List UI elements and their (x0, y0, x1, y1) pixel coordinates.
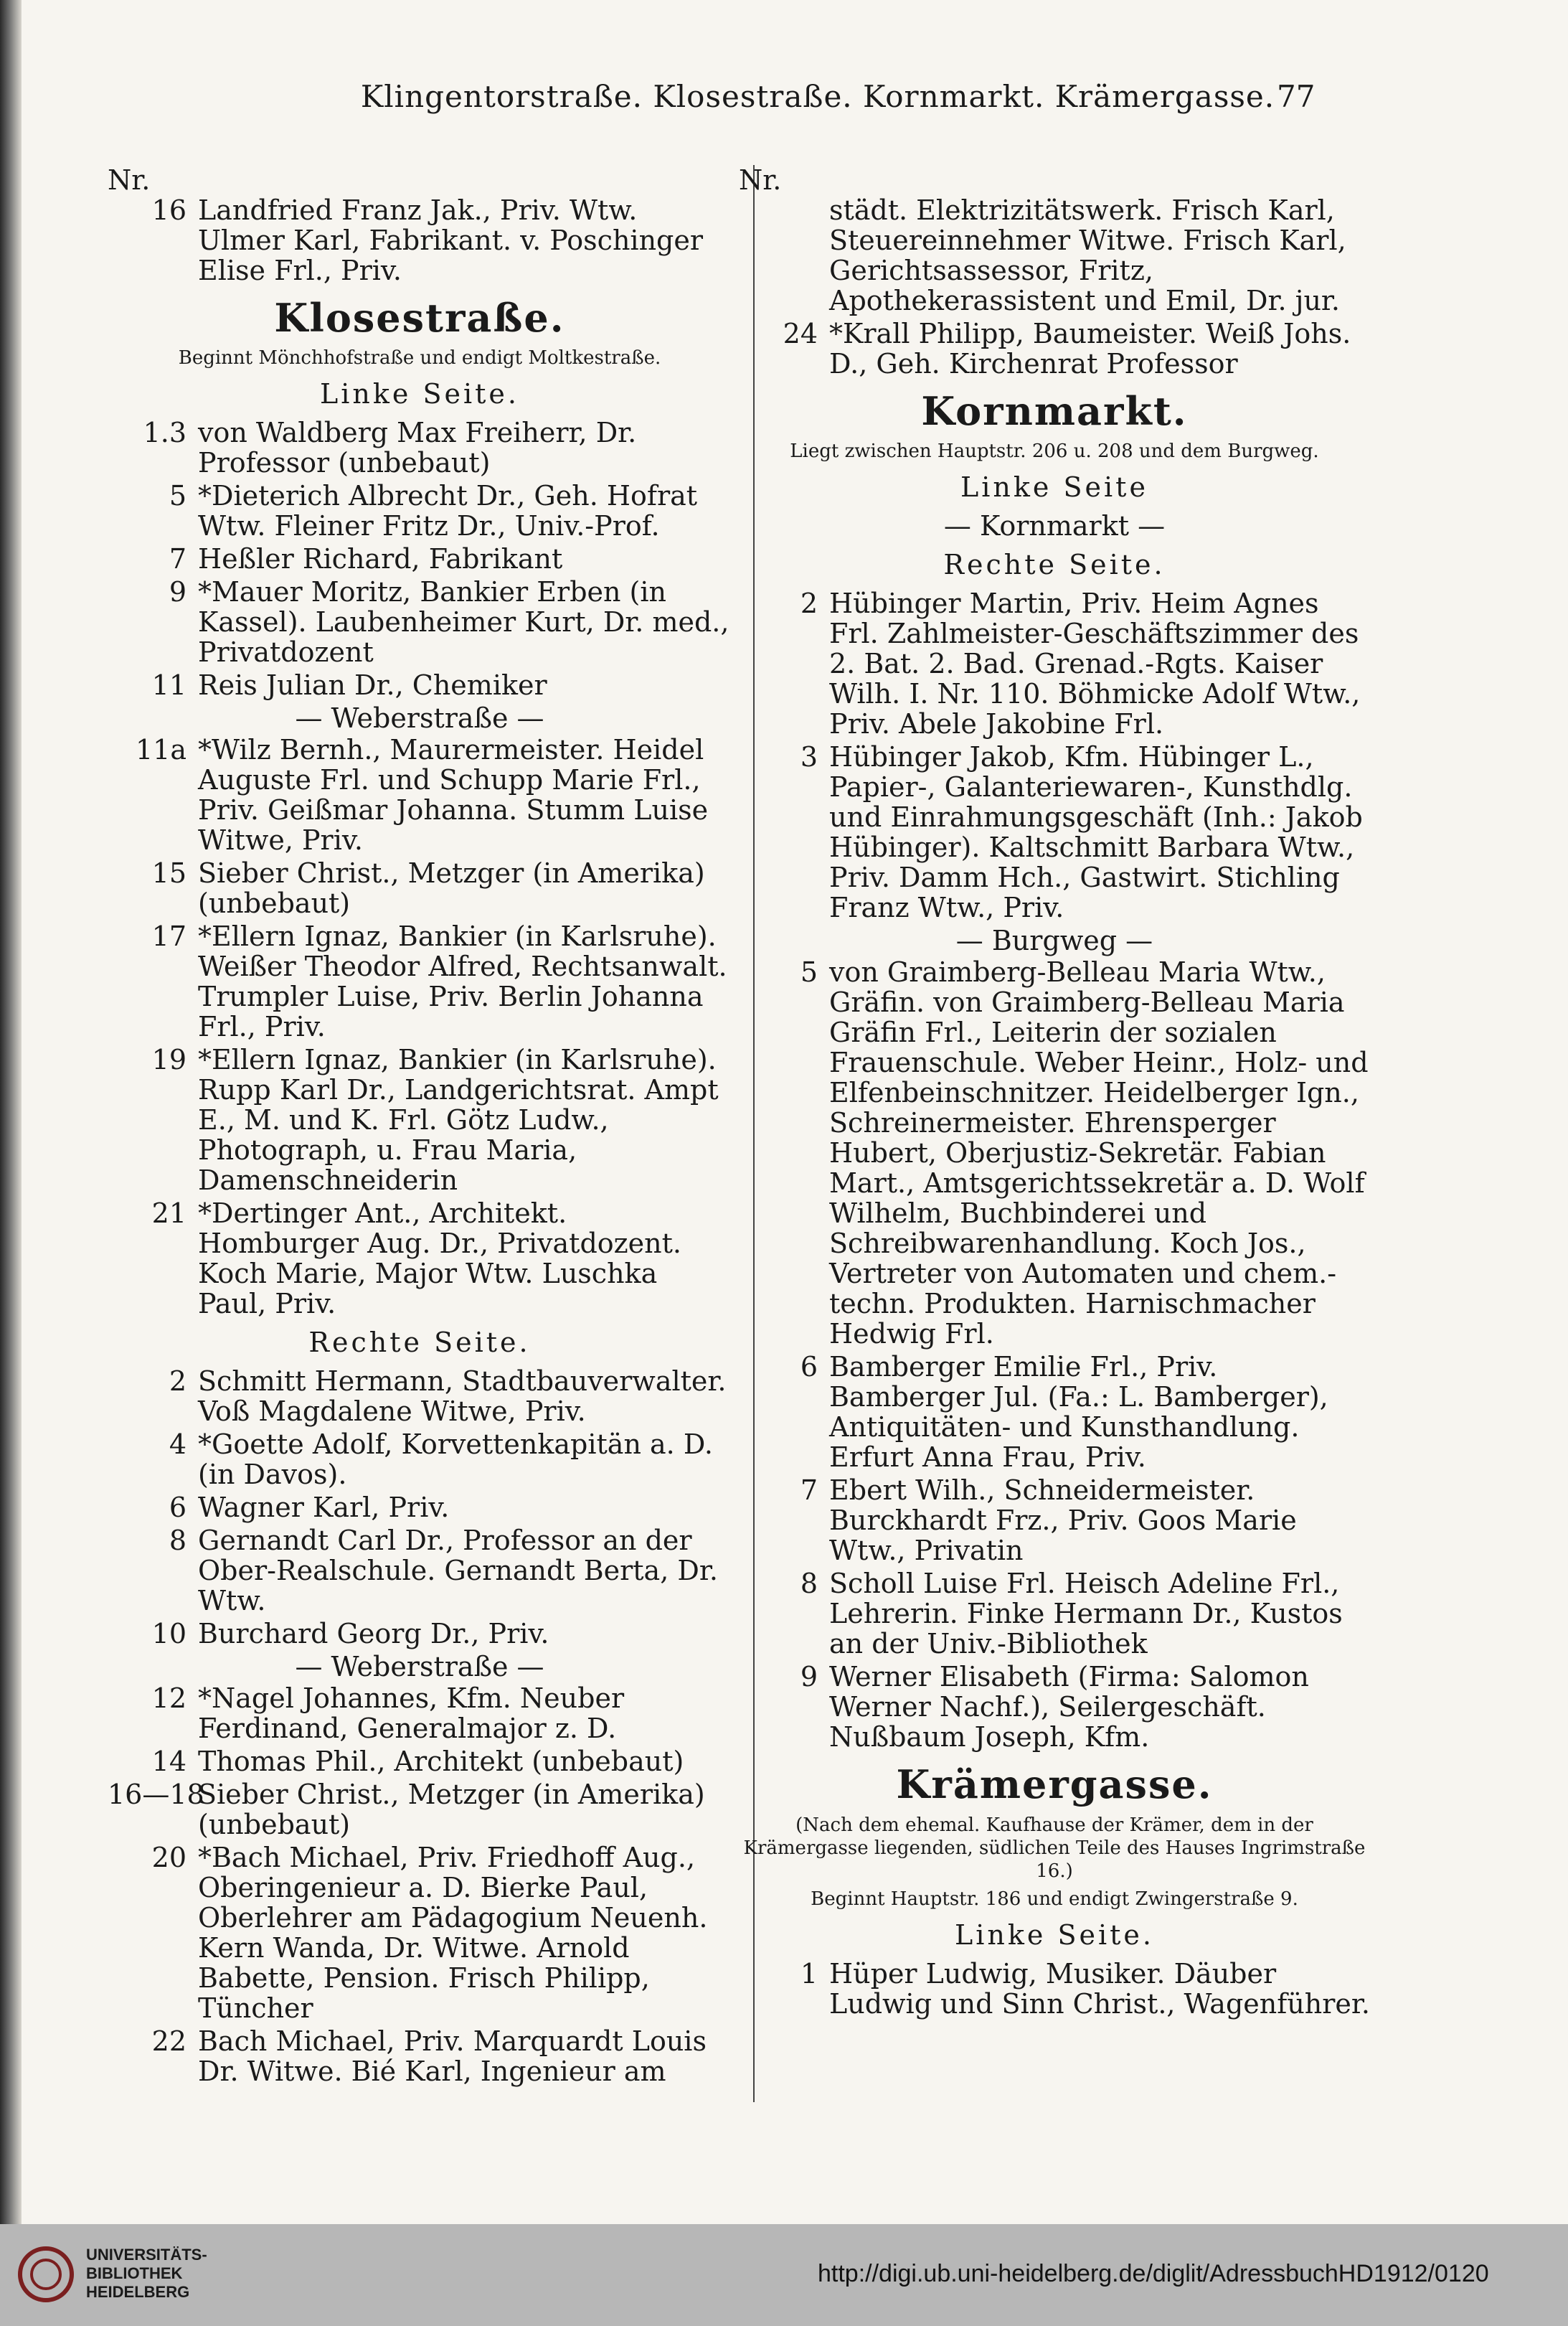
street-heading: Krämergasse. (896, 1761, 1213, 1807)
address-entry (108, 577, 732, 667)
address-entry (108, 1746, 732, 1776)
entry-text: *Goette Adolf, Korvettenkapitän a. D. (in Davos). (198, 1428, 714, 1490)
house-number: 6 (169, 1492, 186, 1523)
house-number: 12 (151, 1682, 186, 1714)
house-number: 4 (169, 1428, 186, 1460)
entry-text: *Nagel Johannes, Kfm. Neuber Ferdinand, Generalmajor z. D. (198, 1682, 625, 1744)
address-entry (108, 1198, 732, 1319)
right-column (739, 165, 1370, 2022)
page-header: Klingentorstraße. Klosestraße. Kornmarkt. Krämergasse. (360, 79, 1275, 114)
address-entry (108, 858, 732, 918)
entry-text: *Dieterich Albrecht Dr., Geh. Hofrat Wtw. Fleiner Fritz Dr., Univ.-Prof. (198, 480, 698, 542)
house-number: 16—18 (108, 1779, 204, 1810)
cross-street: — Weberstraße — (295, 1651, 544, 1682)
house-number: 8 (800, 1568, 818, 1599)
house-number: 2 (169, 1365, 186, 1397)
side-label: Rechte Seite. (308, 1327, 531, 1358)
page-binding-edge (0, 0, 22, 2224)
entry-text: *Krall Philipp, Baumeister. Weiß Johs. D., Geh. Kirchenrat Professor (829, 318, 1351, 380)
address-entry (739, 1475, 1370, 1565)
house-number: 1 (800, 1958, 818, 1990)
entry-text: Bamberger Emilie Frl., Priv. Bamberger Jul. (Fa.: L. Bamberger), Antiquitäten- und Kunsthandlung. Erfurt Anna Frau, Priv. (829, 1351, 1328, 1473)
entry-text: Sieber Christ., Metzger (in Amerika) (unbebaut) (198, 857, 705, 919)
side-label: Rechte Seite. (943, 549, 1166, 580)
address-entry (739, 195, 1370, 316)
address-entry (739, 1568, 1370, 1659)
entry-text: *Wilz Bernh., Maurermeister. Heidel Auguste Frl. und Schupp Marie Frl., Priv. Geißmar Johanna. Stumm Luise Witwe, Priv. (198, 734, 709, 856)
address-entry (108, 1619, 732, 1649)
entry-text: städt. Elektrizitätswerk. Frisch Karl, Steuereinnehmer Witwe. Frisch Karl, Gerichtsassessor, Fritz, Apothekerassistent und Emil, Dr. jur. (829, 194, 1346, 316)
house-number: 14 (151, 1746, 186, 1777)
entry-text: von Graimberg-Belleau Maria Wtw., Gräfin. von Graimberg-Belleau Maria Gräfin Frl., Leiterin der sozialen Frauenschule. Weber Heinr., Holz- und Elfenbeinschnitzer. Heidelberger Ign., Schreinermeister. Ehrensperger Hubert, Oberjustiz-Sekretär. Fabian Mart., Amtsgerichtssekretär a. D. Wolf Wilhelm, Buchbinderei und Schreibwarenhandlung. Koch Jos., Vertreter von Automaten und chem.-techn. Produkten. Harnischmacher Hedwig Frl. (829, 956, 1369, 1350)
house-number: 15 (151, 857, 186, 889)
nr-label: Nr. (108, 164, 151, 196)
library-logo-text (86, 2246, 207, 2302)
entry-text: Burchard Georg Dr., Priv. (198, 1618, 549, 1649)
entry-text: Hübinger Martin, Priv. Heim Agnes Frl. Zahlmeister-Geschäftszimmer des 2. Bat. 2. Bad. Grenad.-Rgts. Kaiser Wilh. I. Nr. 110. Böhmicke Adolf Wtw., Priv. Abele Jakobine Frl. (829, 588, 1361, 740)
address-entry (108, 1366, 732, 1426)
address-entry (108, 1683, 732, 1743)
house-number: 6 (800, 1351, 818, 1383)
university-seal-icon (17, 2246, 75, 2303)
entry-text: Werner Elisabeth (Firma: Salomon Werner Nachf.), Seilergeschäft. Nußbaum Joseph, Kfm. (829, 1661, 1309, 1753)
entry-text: *Bach Michael, Priv. Friedhoff Aug., Oberingenieur a. D. Bierke Paul, Oberlehrer am Pädagogium Neuenh. Kern Wanda, Dr. Witwe. Arnold Babette, Pension. Frisch Philipp, Tüncher (198, 1842, 708, 2024)
entry-text: *Dertinger Ant., Architekt. Homburger Aug. Dr., Privatdozent. Koch Marie, Major Wtw. Luschka Paul, Priv. (198, 1197, 681, 1319)
house-number: 3 (800, 741, 818, 773)
entry-text: Wagner Karl, Priv. (198, 1492, 450, 1523)
cross-street: — Kornmarkt — (943, 510, 1166, 542)
address-entry (739, 319, 1370, 379)
address-entry (108, 544, 732, 574)
source-url-link[interactable]: http://digi.ub.uni-heidelberg.de/diglit/AdressbuchHD1912/0120 (818, 2260, 1489, 2287)
cross-street: — Weberstraße — (295, 702, 544, 734)
entry-text: Sieber Christ., Metzger (in Amerika) (unbebaut) (198, 1779, 705, 1840)
street-heading: Kornmarkt. (921, 388, 1188, 434)
address-entry (739, 1959, 1370, 2019)
entry-text: Heßler Richard, Fabrikant (198, 543, 563, 575)
logo-line: UNIVERSITÄTS- (86, 2246, 207, 2264)
address-entry (108, 1779, 732, 1840)
house-number (739, 195, 829, 316)
left-column (108, 165, 732, 2089)
street-note: (Nach dem ehemal. Kaufhause der Krämer, dem in der Krämergasse liegenden, südlichen Teile des Hauses Ingrimstraße 16.) (743, 1814, 1366, 1882)
entry-text: Bach Michael, Priv. Marquardt Louis Dr. Witwe. Bié Karl, Ingenieur am (198, 2025, 707, 2087)
street-description: Beginnt Mönchhofstraße und endigt Moltkestraße. (178, 347, 661, 369)
house-number: 8 (169, 1525, 186, 1556)
entry-text: von Waldberg Max Freiherr, Dr. Professor (unbebaut) (198, 417, 637, 479)
entry-text: *Ellern Ignaz, Bankier (in Karlsruhe). Weißer Theodor Alfred, Rechtsanwalt. Trumpler Luise, Priv. Berlin Johanna Frl., Priv. (198, 920, 727, 1042)
address-entry (108, 1429, 732, 1489)
entry-text: Schmitt Hermann, Stadtbauverwalter. Voß Magdalene Witwe, Priv. (198, 1365, 727, 1427)
address-entry (108, 1842, 732, 2023)
house-number: 2 (800, 588, 818, 619)
logo-line: HEIDELBERG (86, 2283, 190, 2301)
address-entry (739, 1662, 1370, 1752)
address-entry (108, 481, 732, 541)
house-number: 5 (169, 480, 186, 512)
entry-text: Hübinger Jakob, Kfm. Hübinger L., Papier-, Galanteriewaren-, Kunsthdlg. und Einrahmungsgeschäft (Inh.: Jakob Hübinger). Kaltschmitt Barbara Wtw., Priv. Damm Hch., Gastwirt. Stichling Franz Wtw., Priv. (829, 741, 1363, 923)
address-entry (108, 1492, 732, 1522)
entry-text: *Mauer Moritz, Bankier Erben (in Kassel). Laubenheimer Kurt, Dr. med., Privatdozent (198, 576, 729, 668)
address-entry (108, 670, 732, 700)
house-number: 9 (800, 1661, 818, 1692)
address-entry (108, 2026, 732, 2086)
entry-text: Thomas Phil., Architekt (unbebaut) (198, 1746, 684, 1777)
entry-text: Reis Julian Dr., Chemiker (198, 669, 547, 701)
house-number: 24 (783, 318, 818, 349)
nr-label: Nr. (739, 164, 782, 196)
address-entry (108, 195, 732, 286)
side-label: Linke Seite. (955, 1919, 1154, 1951)
entry-text: Hüper Ludwig, Musiker. Däuber Ludwig und Sinn Christ., Wagenführer. (829, 1958, 1370, 2020)
logo-line: BIBLIOTHEK (86, 2264, 183, 2282)
house-number: 21 (151, 1197, 186, 1229)
house-number: 10 (151, 1618, 186, 1649)
entry-text: *Ellern Ignaz, Bankier (in Karlsruhe). Rupp Karl Dr., Landgerichtsrat. Ampt E., M. und K. Frl. Götz Ludw., Photograph, u. Frau Maria, Damenschneiderin (198, 1044, 719, 1196)
address-entry (108, 735, 732, 855)
street-description: Beginnt Hauptstr. 186 und endigt Zwingerstraße 9. (811, 1888, 1298, 1910)
house-number: 16 (151, 194, 186, 226)
address-entry (108, 921, 732, 1042)
house-number: 5 (800, 956, 818, 988)
house-number: 9 (169, 576, 186, 608)
cross-street: — Burgweg — (955, 925, 1153, 956)
address-entry (108, 1525, 732, 1616)
page-number: 77 (1277, 79, 1316, 114)
street-heading: Klosestraße. (274, 295, 565, 341)
address-entry (739, 588, 1370, 739)
address-entry (108, 1045, 732, 1195)
house-number: 11a (135, 734, 186, 766)
house-number: 20 (151, 1842, 186, 1873)
house-number: 17 (151, 920, 186, 952)
house-number: 1.3 (143, 417, 186, 448)
house-number: 11 (151, 669, 186, 701)
entry-text: Gernandt Carl Dr., Professor an der Ober-Realschule. Gernandt Berta, Dr. Wtw. (198, 1525, 718, 1616)
entry-text: Ebert Wilh., Schneidermeister. Burckhardt Frz., Priv. Goos Marie Wtw., Privatin (829, 1474, 1297, 1566)
entry-text: Scholl Luise Frl. Heisch Adeline Frl., Lehrerin. Finke Hermann Dr., Kustos an der Univ.-Bibliothek (829, 1568, 1343, 1659)
house-number: 19 (151, 1044, 186, 1075)
street-description: Liegt zwischen Hauptstr. 206 u. 208 und dem Burgweg. (790, 441, 1319, 462)
side-label: Linke Seite (960, 471, 1148, 503)
address-entry (739, 1352, 1370, 1472)
address-entry (108, 418, 732, 478)
house-number: 7 (800, 1474, 818, 1506)
entry-text: Landfried Franz Jak., Priv. Wtw. Ulmer Karl, Fabrikant. v. Poschinger Elise Frl., Priv. (198, 194, 704, 286)
address-entry (739, 742, 1370, 923)
house-number: 7 (169, 543, 186, 575)
house-number: 22 (151, 2025, 186, 2057)
side-label: Linke Seite. (320, 378, 519, 410)
address-entry (739, 957, 1370, 1349)
